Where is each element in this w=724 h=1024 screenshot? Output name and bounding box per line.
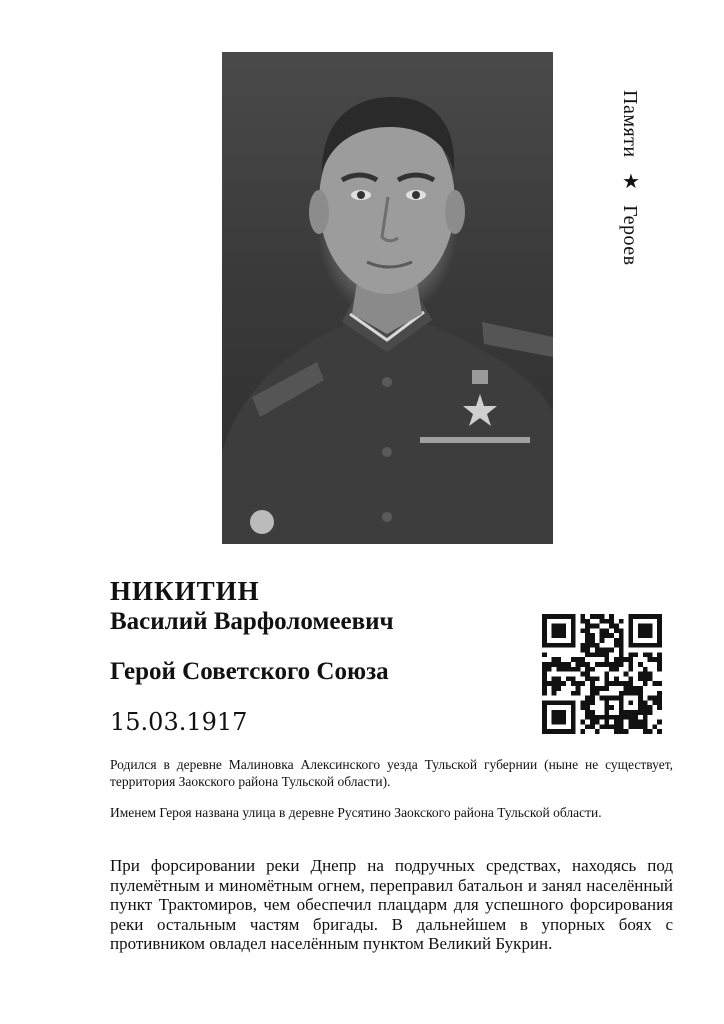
hero-names: Василий Варфоломеевич <box>110 608 394 635</box>
hero-title: Герой Советского Союза <box>110 658 389 685</box>
qr-code-icon <box>542 614 662 734</box>
qr-code[interactable] <box>542 614 662 734</box>
birth-date: 15.03.1917 <box>110 708 248 736</box>
hero-surname: НИКИТИН <box>110 576 260 606</box>
memorial-caption <box>618 90 642 266</box>
hero-portrait-photo <box>222 52 553 544</box>
bio-street-paragraph: Именем Героя названа улица в деревне Русятино Заокского района Тульской области. <box>110 805 602 820</box>
caption-left: Памяти <box>619 90 641 158</box>
caption-right: Героев <box>619 205 641 266</box>
star-icon: ★ <box>619 169 641 194</box>
bio-born-paragraph: Родился в деревне Малиновка Алексинского уезда Тульской губернии (ныне не существует, территория Заокского района Тульской области). <box>110 757 673 789</box>
portrait-illustration <box>222 52 553 544</box>
bio-feat-paragraph: При форсировании реки Днепр на подручных средствах, находясь под пулемётным и миномётным огнем, переправил батальон и занял населённый пункт Трактомиров, чем обеспечил плацдарм для успешного форсирования реки остальным частям бригады. В дальнейшем в упорных боях с противником овладел населённым пунктом Великий Букрин. <box>110 856 673 953</box>
